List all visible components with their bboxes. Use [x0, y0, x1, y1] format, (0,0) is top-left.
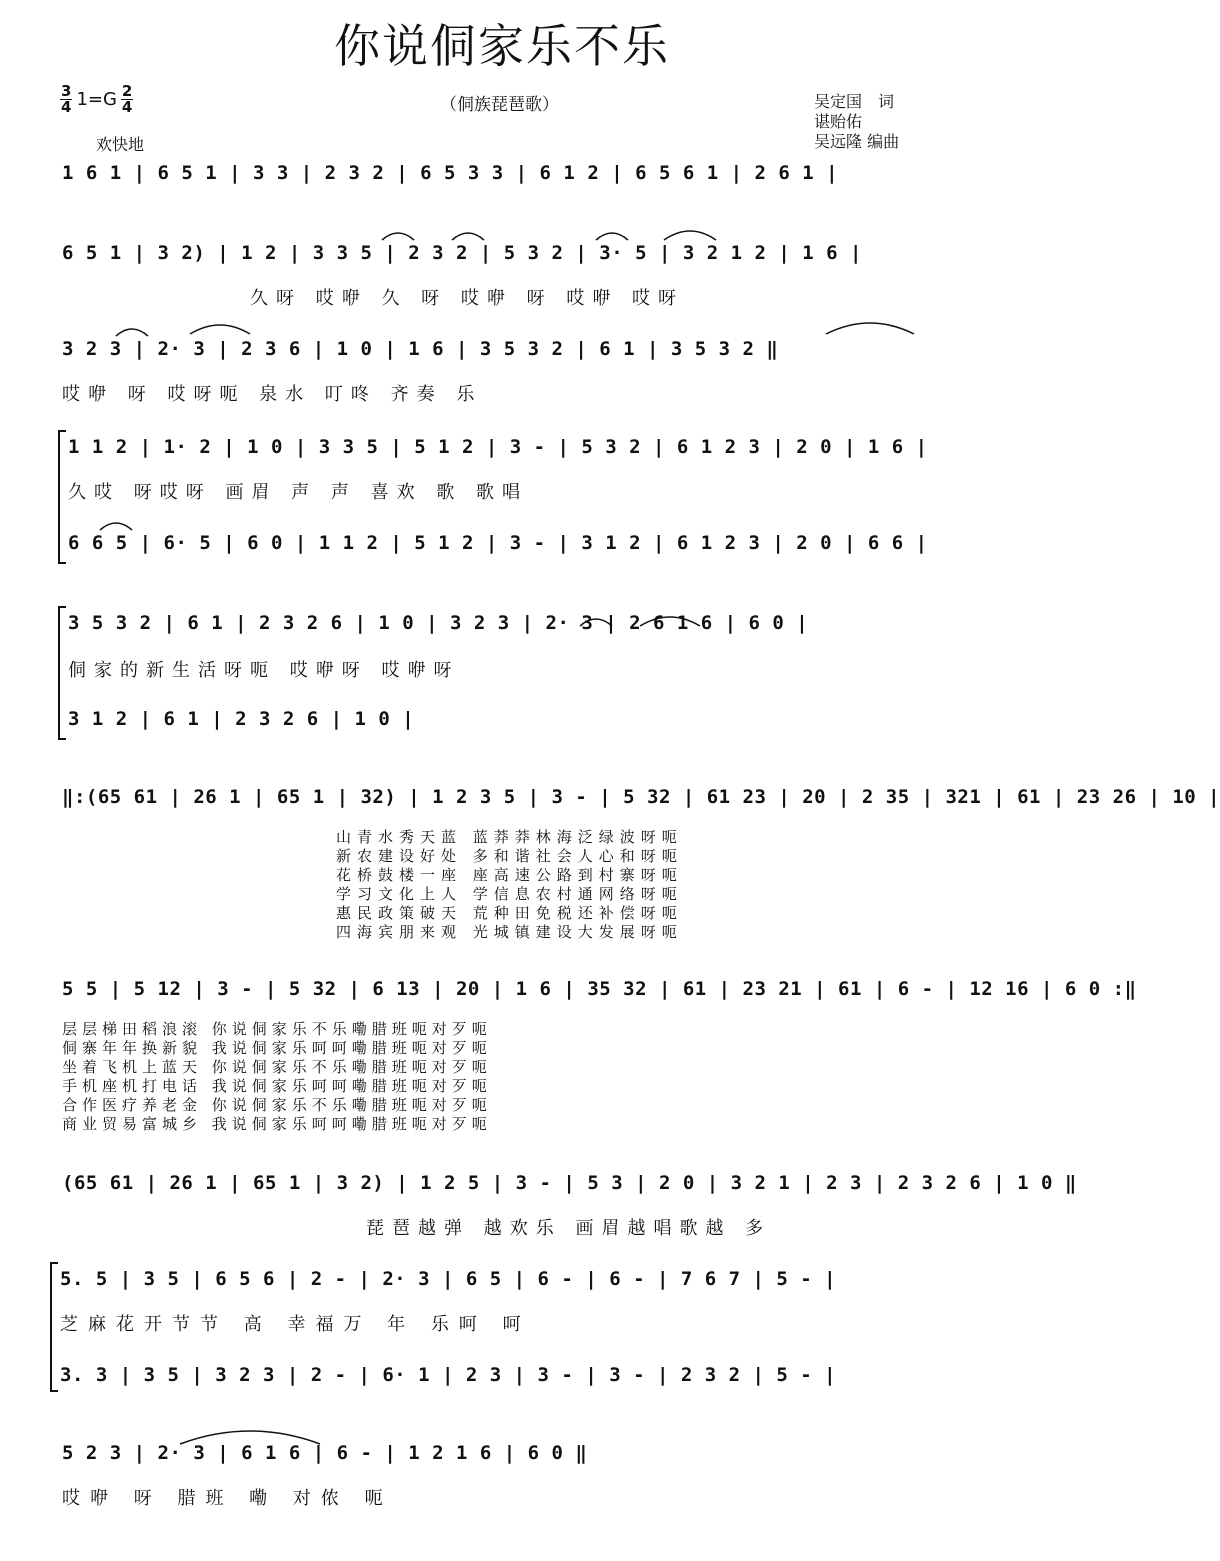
slur: [190, 325, 250, 334]
verse-a-5: 惠民政策破天 荒种田免税还补偿呀呃: [336, 904, 683, 922]
subtitle: （侗族琵琶歌）: [440, 95, 559, 115]
score-row-10: 5 2 3 | 2· 3 | 6 1 6 | 6 - | 1 2 1 6 | 6 0 ‖: [62, 1442, 588, 1464]
slur: [100, 523, 132, 530]
verse-b-3: 坐着飞机上蓝天 你说侗家乐不乐嘞腊班呃对歹呃: [62, 1058, 492, 1076]
song-title: 你说侗家乐不乐: [334, 19, 670, 73]
score-row-7: 5 5 | 5 12 | 3 - | 5 32 | 6 13 | 20 | 1 6 | 35 32 | 61 | 23 21 | 61 | 6 - | 12 16 | 6 0 :‖: [62, 978, 1137, 1000]
lyric-row-2: 久呀 哎咿 久 呀 哎咿 呀 哎咿 哎呀: [250, 288, 685, 309]
score-row-1: 1 6 1 | 6 5 1 | 3 3 | 2 3 2 | 6 5 3 3 | 6 1 2 | 6 5 6 1 | 2 6 1 |: [62, 162, 839, 184]
verse-a-4: 学习文化上人 学信息农村通网络呀呃: [336, 885, 683, 903]
slur: [826, 323, 914, 334]
slur: [640, 617, 700, 626]
score-row-9-upper: 5. 5 | 3 5 | 6 5 6 | 2 - | 2· 3 | 6 5 | 6 - | 6 - | 7 6 7 | 5 - |: [60, 1268, 837, 1290]
lyric-row-5: 侗家的新生活呀呃 哎咿呀 哎咿呀: [68, 660, 460, 681]
verse-b-4: 手机座机打电话 我说侗家乐呵呵嘞腊班呃对歹呃: [62, 1077, 492, 1095]
lyric-row-10: 哎咿 呀 腊班 嘞 对侬 呃: [62, 1488, 393, 1509]
credit-lyricist: 吴定国 词: [814, 92, 895, 111]
verse-a-6: 四海宾朋来观 光城镇建设大发展呀呃: [336, 923, 683, 941]
verse-b-5: 合作医疗养老金 你说侗家乐不乐嘞腊班呃对歹呃: [62, 1096, 492, 1114]
score-row-6: ‖:(65 61 | 26 1 | 65 1 | 32) | 1 2 3 5 | 3 - | 5 32 | 61 23 | 20 | 2 35 | 321 | 61 | 23 26 | 10 |: [62, 786, 1220, 808]
score-row-8: (65 61 | 26 1 | 65 1 | 3 2) | 1 2 5 | 3 - | 5 3 | 2 0 | 3 2 1 | 2 3 | 2 3 2 6 | 1 0 ‖: [62, 1172, 1077, 1194]
time-signature-1: $\frac{3}{4}$: [61, 82, 72, 116]
score-row-2: 6 5 1 | 3 2) | 1 2 | 3 3 5 | 2 3 2 | 5 3 2 | 3· 5 | 3 2 1 2 | 1 6 |: [62, 242, 862, 264]
verse-b-6: 商业贸易富城乡 我说侗家乐呵呵嘞腊班呃对歹呃: [62, 1115, 492, 1133]
slur: [452, 233, 484, 240]
time-signature-2: $\frac{2}{4}$: [121, 82, 133, 116]
score-row-3: 3 2 3 | 2· 3 | 2 3 6 | 1 0 | 1 6 | 3 5 3 2 | 6 1 | 3 5 3 2 ‖: [62, 338, 779, 360]
lyric-row-8: 琵琶越弹 越欢乐 画眉越唱歌越 多: [366, 1218, 772, 1239]
slur: [664, 231, 716, 240]
score-row-5-upper: 3 5 3 2 | 6 1 | 2 3 2 6 | 1 0 | 3 2 3 | 2· 3 | 2 6 1 6 | 6 0 |: [68, 612, 809, 634]
slur: [580, 619, 612, 626]
tempo-marking: 欢快地: [96, 135, 145, 154]
verse-a-1: 山青水秀天蓝 蓝莽莽林海泛绿波呀呃: [336, 828, 683, 846]
slur: [596, 233, 628, 240]
lyric-row-9: 芝麻花开节节 高 幸福万 年 乐呵 呵: [60, 1314, 531, 1335]
credit-arranger: 吴远隆 编曲: [814, 132, 900, 151]
lyric-row-4: 久哎 呀哎呀 画眉 声 声 喜欢 歌 歌唱: [68, 482, 529, 503]
score-row-9-lower: 3. 3 | 3 5 | 3 2 3 | 2 - | 6· 1 | 2 3 | 3 - | 3 - | 2 3 2 | 5 - |: [60, 1364, 837, 1386]
credit-co-lyricist: 谌贻佑: [814, 112, 863, 131]
verse-b-1: 层层梯田稻浪滚 你说侗家乐不乐嘞腊班呃对歹呃: [62, 1020, 492, 1038]
key-label: 1=G: [76, 89, 117, 110]
verse-a-2: 新农建设好处 多和谐社会人心和呀呃: [336, 847, 683, 865]
slur: [382, 233, 414, 240]
verse-a-3: 花桥鼓楼一座 座高速公路到村寨呀呃: [336, 866, 683, 884]
lyric-row-3: 哎咿 呀 哎呀呃 泉水 叮咚 齐奏 乐: [62, 384, 483, 405]
slur: [116, 329, 148, 336]
verse-b-2: 侗寨年年换新貌 我说侗家乐呵呵嘞腊班呃对歹呃: [62, 1039, 492, 1057]
slur: [180, 1431, 320, 1444]
score-row-5-lower: 3 1 2 | 6 1 | 2 3 2 6 | 1 0 |: [68, 708, 415, 730]
score-row-4-upper: 1 1 2 | 1· 2 | 1 0 | 3 3 5 | 5 1 2 | 3 - | 5 3 2 | 6 1 2 3 | 2 0 | 1 6 |: [68, 436, 928, 458]
score-row-4-lower: 6 6 5 | 6· 5 | 6 0 | 1 1 2 | 5 1 2 | 3 - | 3 1 2 | 6 1 2 3 | 2 0 | 6 6 |: [68, 532, 928, 554]
